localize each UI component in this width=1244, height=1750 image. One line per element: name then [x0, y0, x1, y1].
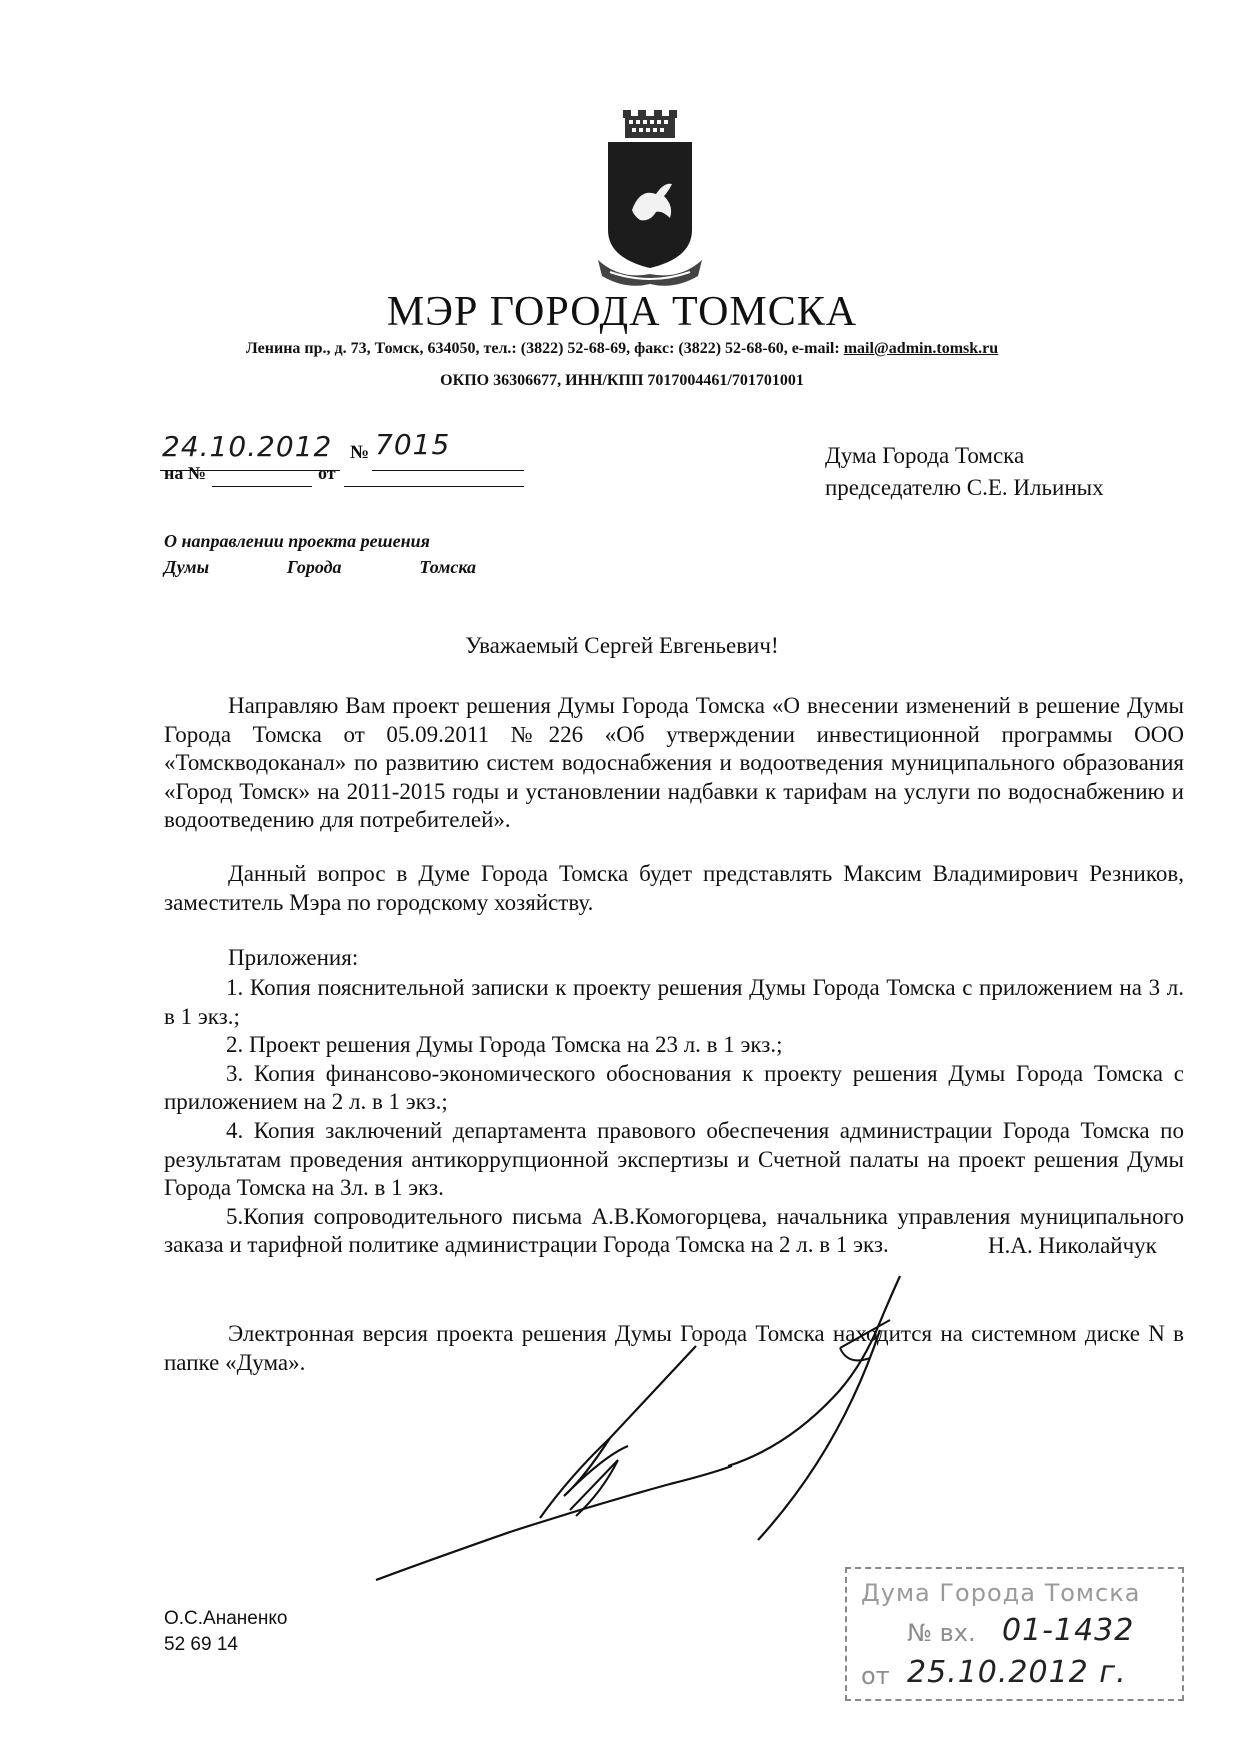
address-text: Ленина пр., д. 73, Томск, 634050, тел.: (3822) 52-68-69, факс: (3822) 52-68-60, e-mail:: [245, 340, 844, 357]
reference-number-underline: [212, 486, 312, 487]
outgoing-number: 7015: [375, 428, 451, 461]
list-item: 2. Проект решения Думы Города Томска на 23 л. в 1 экз.;: [226, 1032, 783, 1058]
subject: [164, 528, 476, 580]
reference-number-label: на №: [164, 463, 206, 483]
subject-word: Думы: [164, 557, 210, 577]
subject-line-1: О направлении проекта решения: [164, 531, 430, 551]
list-item: 3. Копия финансово-экономического обоснования к проекту решения Думы Города Томска с приложением на 2 л. в 1 экз.;: [164, 1060, 1184, 1115]
list-item: 1. Копия пояснительной записки к проекту решения Думы Города Томска с приложением на 3 л. в 1 экз.;: [164, 975, 1184, 1029]
subject-line-2: [164, 554, 476, 580]
attachments-heading: Приложения:: [228, 945, 359, 970]
stamp-number: 01-1432: [1002, 1613, 1135, 1648]
page-title: МЭР ГОРОДА ТОМСКА: [386, 289, 858, 335]
stamp-date-label: от: [861, 1662, 890, 1690]
list-item: 5.Копия сопроводительного письма А.В.Комогорцева, начальника управления муниципального заказа и тарифной политике администрации Города Томска на 2 л. в 1 экз.: [164, 1203, 1184, 1258]
body-paragraph: Направляю Вам проект решения Думы Города Томска «О внесении изменений в решение Думы Города Томска от 05.09.2011 №226 «Об утверждении инвестиционной программы ООО «Томскводоканал» по развитию систем водоснабжения и водоотведения муниципального образования «Город Томск» на 2011-2015 годы и установлении надбавки к тарифам на услуги по водоснабжению и водоотведению для потребителей».: [164, 693, 1184, 833]
signer-name: Н.А. Николайчук: [988, 1233, 1157, 1258]
reference-date-label: от: [318, 463, 336, 483]
attachments-list: [164, 974, 1184, 1260]
reference-date-underline: [344, 486, 524, 487]
list-item: 4. Копия заключений департамента правового обеспечения администрации Города Томска по результатам проведения антикоррупционной экспертизы и Счетной палаты на проект решения Думы Города Томска на 3л. в 1 экз.: [164, 1117, 1184, 1201]
okpo-line: ОКПО 36306677, ИНН/КПП 7017004461/701701001: [440, 372, 804, 389]
address-line: [0, 340, 1244, 358]
coat-of-arms-icon: [590, 110, 710, 290]
stamp-number-label: № вх.: [907, 1619, 976, 1647]
addressee-person: председателю С.Е. Ильиных: [825, 475, 1104, 500]
signature-icon: [370, 1270, 930, 1600]
addressee-organization: Дума Города Томска: [825, 443, 1025, 468]
registration-stamp: [845, 1567, 1184, 1701]
number-label: №: [350, 442, 370, 463]
subject-word: Города: [286, 557, 342, 577]
email-link[interactable]: mail@admin.tomsk.ru: [843, 340, 999, 357]
executor-phone: 52 69 14: [164, 1634, 238, 1655]
outgoing-date: 24.10.2012: [162, 430, 333, 463]
executor-name: О.С.Ананенко: [164, 1608, 288, 1629]
body-paragraph: Данный вопрос в Думе Города Томска будет представлять Максим Владимирович Резников, заместитель Мэра по городскому хозяйству.: [164, 861, 1184, 915]
number-underline: [372, 470, 524, 471]
body-paragraph: Электронная версия проекта решения Думы Города Томска находится на системном диске N в папке «Дума».: [164, 1321, 1184, 1375]
salutation: Уважаемый Сергей Евгеньевич!: [465, 633, 779, 658]
subject-word: Томска: [419, 557, 476, 577]
addressee: [825, 440, 1104, 504]
stamp-organization: Дума Города Томска: [861, 1579, 1141, 1607]
stamp-date: 25.10.2012 г.: [907, 1655, 1127, 1690]
